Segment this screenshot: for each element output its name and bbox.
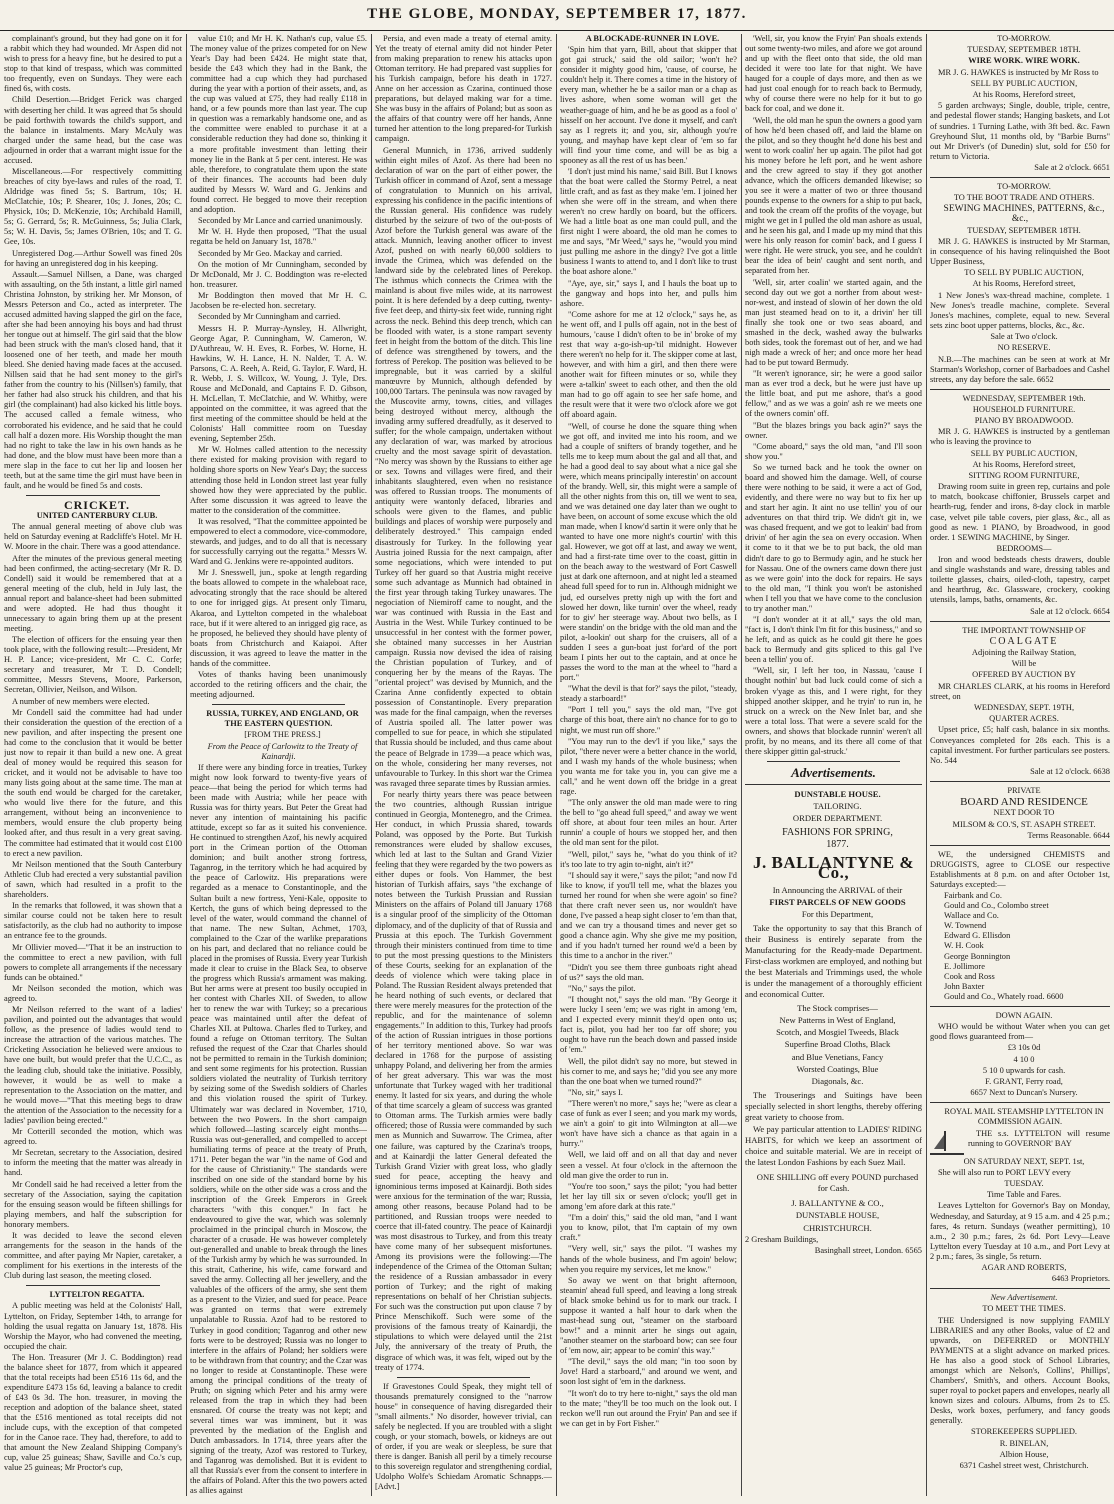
paragraph: "Well, of course he done the square thing when we got off, and invited me into his room, and we had a couple of snifters of brandy together, and he tells me to keep mum about the gal and all that, and he had a good deal to say about what a nice gal she were, which means principally interestin' on account of the brandy. Well, sir, this might were a sample of all the other nights from this on, till we went to sea, and we was detained one day later than we ought to have been, on account of some excuse which the old man made, when I know'd sartin it were only that he wanted to have one more night's courtin' with this gal. However, we got off at last, and away we went, and had a first-rate time over to the coast, gittin in on the beach away to the westward of Fort Caswell just at dark one afternoon, and at night led a steamed ahead full speed for to run in. Although midnight we jud, ed ourselves pretty nigh up with the fort and slowed her down, like turnin' over the wheel, ready for to giv' her steerage way. About two bells, as I were standin' on the bridge with the old man and the pilot, a-lookin' out sharp for the cruisers, all of a sudden I sees a gun-boat just for'ard of the port beam I pints her out to the captain, and at once he passes the word to the man at the wheel to "hard a port.": [560, 421, 737, 682]
ad-line: At his Rooms, Hereford street,: [972, 90, 1076, 100]
ad-line: TO-MORROW.: [997, 34, 1051, 43]
paragraph: 1 New Jones's wax-thread machine, complete. 1 New Jones's treadle machine, complete. Several Jones's machines, complete, equal to new. Several sets zinc boot upper patterns, blocks, &c., &c.: [930, 290, 1110, 330]
chemist-name: George Bonnington: [944, 951, 1011, 961]
paragraph: "You're too soon," says the pilot; "you had better let her lay till six or seven o'clock; you'll get in among 'em afore dark at this rate.": [560, 1181, 737, 1211]
divider: [26, 495, 160, 496]
ad-line: TUESDAY.: [1004, 1179, 1044, 1189]
ad-line: Albion House,: [999, 1449, 1049, 1459]
company-name: J. BALLANTYNE & Co.,: [753, 853, 914, 883]
paragraph: "It won't do to try here to-night," says the old man to the mate; "they'll be too much on the look out. I reckon we'll run out around the Fryin' Pan and see if we can get in by Fort Fisher.": [560, 1388, 737, 1428]
paragraph: "Aye, aye, sir," says I, and I hauls the boat up to the gangway and hops into her, and pulls him ashore.: [560, 278, 737, 308]
paragraph: "No," says the pilot.: [568, 983, 636, 993]
ad-line: Superfine Broad Cloths, Black: [784, 1039, 891, 1050]
ad-line: Sale at 2 o'clock. 6651: [1034, 162, 1110, 172]
paragraph: Mr Boddington then moved that Mr H. C. Jacobsen be re-elected hon. secretary.: [190, 291, 367, 311]
paragraph: A public meeting was held at the Colonists' Hall, Lyttelton, on Friday, September 14th, to arrange for holding the usual regatta on January 1st, 1878. His Worship the Mayor, who had convened the meeting, occupied the chair.: [4, 1301, 182, 1351]
paragraph: MR J. G. HAWKES is instructed by Mr Starman, in consequence of his having relinquished the Boot Upper Business,: [930, 236, 1110, 266]
section-heading: CRICKET.: [63, 497, 131, 512]
section-heading: LYTTELTON REGATTA.: [49, 1290, 145, 1300]
paragraph: Mr Neilson mentioned that the South Canterbury Athletic Club had erected a very substantial pavilion of sawn, which had resulted in a profit to the shareholders.: [4, 859, 182, 899]
ad-line: WIRE WORK. WIRE WORK.: [968, 56, 1080, 66]
chemist-name: John Baxter: [944, 981, 985, 991]
paragraph: MR J. G. HAWKES is instructed by a gentleman who is leaving the province to: [930, 427, 1110, 447]
column-3: [375, 34, 552, 1496]
ad-line: TO THE BOOT TRADE AND OTHERS.: [953, 193, 1095, 203]
paragraph: Well, the pilot didn't say no more, but stewed in his corner to me, and says he; "did you see any more than the one boat when we turned round?": [560, 1056, 737, 1086]
ad-line: Adjoining the Railway Station,: [971, 648, 1077, 658]
paragraph: On the motion of Mr Cunningham, seconded by Dr McDonald, Mr J. C. Boddington was re-elected hon. treasurer.: [190, 259, 367, 289]
ad-line: Diagonals, &c.: [811, 1076, 864, 1087]
ad-line: TUESDAY, SEPTEMBER 18TH.: [967, 45, 1081, 55]
ad-line: New Advertisement.: [990, 1293, 1058, 1303]
paragraph: The Hon. Treasurer (Mr J. C. Boddington) read the balance sheet for 1877, from which it appeared that the total receipts had been £516 11s 6d, and the expenditure £473 15s 6d, leaving a balance to credit of £43 0s 3d. The hon. treasurer, in moving the reception and adoption of the balance sheet, stated that the £516 mentioned as total receipts did not include cups, with the exception of that competed for in the Canoe race. They had, therefore, to add to that amount the New Zealand Shipping Company's cup, value 25 guineas; Shaw, Saville and Co.'s cup, value 25 guineas; Mr Proctor's cup,: [4, 1352, 182, 1473]
column-rule: [186, 34, 187, 1496]
paragraph: "It weren't ignorance, sir; he were a good sailor man as ever trod a deck, but he were just have up the little boat, and put me ashore, that's a good fellow," and as we was a goin' ash re we meets one of the owners comin' off.: [745, 369, 922, 419]
paragraph: Seconded by Mr Lance and carried unanimously.: [198, 216, 363, 226]
chemist-name: E. Jollimore: [944, 961, 985, 971]
paragraph: It was resolved, "That the committee appointed be empowered to elect a commodore, vice-commodore, stewards, and judges, and to do all that is necessary for successfully carrying out the regatta." Messrs W. Ward and G. Jenkins were re-appointed auditors.: [190, 516, 367, 567]
chemist-name: Fairbank and Co.: [944, 891, 1002, 901]
ad-line: £3 10s 0d: [1007, 1043, 1041, 1053]
chemist-name: Gould and Co., Whately road. 6600: [944, 991, 1064, 1001]
paragraph: After the minutes of the previous general meeting had been confirmed, the acting-secretary (Mr R. D. Condell) said it would be remembered that at a general meeting of the club, held in July last, the annual report and balance-sheet had been submitted and were adopted. He had thus thought it unnecessary to again bring them up at the present meeting.: [4, 553, 182, 633]
divider: [767, 761, 900, 762]
paragraph: WHO would be without Water when you can get good flows guaranteed from—: [930, 1022, 1110, 1042]
column-5: [745, 34, 922, 1496]
column-2: [190, 34, 367, 1496]
paragraph: "Didn't you see them three gunboats right ahead of us?" says the old man.: [560, 962, 737, 982]
ad-line: BEDROOMS—: [996, 543, 1052, 553]
divider: [930, 1006, 1110, 1007]
ad-line: PIANO BY BROADWOOD.: [974, 416, 1074, 426]
ad-line: For this Department,: [801, 908, 874, 919]
paragraph: Unregistered Dog.—Arthur Sowell was fined 20s for having an unregistered dog in his keeping.: [4, 248, 182, 268]
paragraph: Mr Secretan, secretary to the Association, desired to inform the meeting that the matter was already in hand.: [4, 1148, 182, 1178]
divider: [930, 1102, 1110, 1103]
ad-line: Time Table and Fares.: [986, 1190, 1062, 1200]
paragraph: "I should say it were," says the pilot; "and now I'd like to know, if you'll tell me, what the blazes you turned her round for when she were agoin' so fine? that there craft never seen us, nor wouldn't have done, I've passed a heap sight closer to 'em than that, and we can try a thousand times and never get so good a chance agin. Why she give me my position, and if you hadn't turned her round we'd a been by this time to a anchor in the river.": [560, 870, 737, 961]
paragraph: Mr Cotterill seconded the motion, which was agreed to.: [4, 1126, 182, 1147]
ad-line: SELL BY PUBLIC AUCTION,: [970, 78, 1078, 88]
advertisements-heading: Advertisements.: [791, 764, 876, 780]
paragraph: Seconded by Mr Cunningham and carried.: [198, 312, 341, 322]
ad-line: TUESDAY, SEPTEMBER 18TH.: [967, 225, 1081, 235]
ad-line: FASHIONS FOR SPRING,: [782, 827, 893, 839]
divider: [930, 621, 1110, 622]
paragraph: THE s.s. LYTTELTON will resume running to GOVERNOR' BAY: [968, 1128, 1110, 1148]
paragraph: 'Well, the old man he spun the owners a good yarn of how he'd been chased off, and laid the blame on the pilot, and so they thought he'd done his best and went to work coalin' her up again. The pilot had got his money before he left port, and he went ashore and the crew agreed to stay if they got another advance, which the officers demanded likewise; so you see it were a matter of two or three thousand pounds expense to the owners for a ship to put back, and took the cream off the profits of the voyage, but might we get in I pulled the old man ashore as usual, and he seen his gal, and I made up my mind that this were his only reason for comin' back, and I guess I were right. He were struck, you see, and he couldn't bear the idea of bein' caught and sent north, and separated from her.: [745, 115, 922, 276]
paragraph: It was decided to leave the second eleven arrangements for the season in the hands of the committee, and after paying Mr Napier, caretaker, a compliment for his exertions in the interests of the Club during last season, the meeting closed.: [4, 1231, 182, 1281]
ad-line: BOARD AND RESIDENCE: [960, 796, 1088, 809]
column-rule: [741, 34, 742, 1496]
paragraph: Mr Condell said he had received a letter from the secretary of the Association, saying the capitation for the ensuing season would be fifteen shillings for playing members, and half the subscription for honorary members.: [4, 1179, 182, 1229]
paragraph: 'I don't just mind his name,' said Bill. But I knows that the boat were called the Stormy Petrel, a neat little craft, and as fast as they make 'em. I joined her when she were off in the stream, and when there weren't no crew hardly on board, but the officers. We had a little boat as one man could pull, and the first night I were aboard, the old man he comes to me and says, "Mr Weed," says he, "would you mind just pulling me ashore in the dingy? I've got a little business I wants to attend to, and I don't like to trust the boat ashore alone.": [560, 166, 737, 277]
ad-line: TAILORING.: [813, 801, 862, 812]
ad-line: 1877.: [826, 839, 849, 851]
ad-line: 6463 Proprietors.: [1051, 1274, 1110, 1284]
paragraph: "The only answer the old man made were to ring the bell to "go ahead full speed," and away we went off shore, at about four teen miles an hour. Arter runnin' a couple of hours we stopped her, and then the old man sent for the pilot.: [560, 798, 737, 848]
ad-line: TO-MORROW.: [997, 181, 1051, 191]
paragraph: Messrs H. P. Murray-Aynsley, H. Allwright, George Agar, P. Cunningham, W. Cameron, W. D'Authreau, W. H. Eves, R. Forbes, W. Horne, H. Hawkins, W. H. Lance, H. N. Nalder, T. A. W. Parsons, C. A. Reeh, A. Reid, G. Taylor, F. Ward, H. R. Webb, J. S. Willcox, W. Young, J. Tyle, Drs. Rouse and McDonald, and Captains F. D. Gibson, H. McLellan, T. McClatchie, and W. Whitby, were appointed on the committee, it was agreed that the first meeting of the committee should be held at the Colonists' Hall committee room on Tuesday evening, September 25th.: [190, 323, 367, 444]
ad-line: COALGATE: [989, 635, 1059, 647]
chemist-name: Cook and Ross: [944, 971, 995, 981]
paragraph: Leaves Lyttelton for Governor's Bay on Monday, Wednesday, and Saturday, at 9 15 a.m. and 4 25 p.m.; fares, 4s return. Sundays (weather permitting), 10 a.m., 2 30 p.m.; fares, 2s 6d. Port Levy—Leave Lyttelton every Tuesday at 10 a.m., and Port Levy at 2 p.m.; fares, 3s single, 5s return.: [930, 1201, 1110, 1261]
paragraph: For nearly thirty years there was peace between the two countries, although Russian intrigue continued in Georgia, Montenegro, and the Crimea. Her conduct, in which Prussia shared, towards Poland, was opposed by the Porte. But Turkish remonstrances were eluded by shallow excuses, which led at last to the Sultan and Grand Vizier feeling that they were regarded by the two powers as either dupes or fools. Von Hammer, the best historian of Turkish affairs, says "the exchange of notes between the Turkish Prussian and Russian Ministers on the affairs of Poland till January 1768 is a singular proof of the simplicity of the Ottoman diplomacy, and of the duplicity of that of Russia and Prussia at this epoch. The Turkish Government through their ministers continued from time to time to put the most pressing questions to the Ministers of these Courts, seeking for an explanation of the deeds of violence which were taking place in Poland. The Russian Resident always pretended that he heard nothing of such events, or declared that there were merely measures for the protection of the republic, and for the maintenance of solemn engagements." In addition to this, Turkey had proofs of the action of Russian intrigues in those portions of her territory mentioned above. So war was declared in 1768 for the purpose of assisting unhappy Poland, and delivering her from the armies of her great adversary. This war was the most unfortunate that Turkey waged with her traditional enemy. It lasted for six years, and during the whole of that time scarcely a gleam of success was granted to Ottoman arms. The Turkish armies were badly officered; those of Russia were commanded by such men as Munnich and Suwarrow. The Crimea, after one failure, was captured by the Czarina's troops, and at Kainardji the latter General defeated the Turkish Grand Vizier with great loss, who gladly sued for peace, accepting the heavy and ignominious terms imposed at Kainardji. Both sides were anxious for the termination of the war; Russia, among other reasons, because Poland had to be partitioned, and Russian troops were needed to coerce that ill-fated country. The peace of Kainardji was most disastrous to Turkey, and from this treaty have come many of her subsequent misfortunes. Among its provisions were the following:—The independence of the Crimea of the Ottoman Sultan; the residence of a Russian ambassador in every portion of Turkey; and the right of making representations on behalf of her Christian subjects. For such was the construction put upon clause 7 by Prince Menschikoff. Such were some of the provisions of the famous treaty of Kainardji, the stipulations to which were delayed until the 21st July, the anniversary of the treaty of Pruth, the disgrace of which was, it was felt, wiped out by the treaty of 1774.: [375, 789, 552, 1372]
paragraph: Mr Condell said the committee had had under their consideration the question of the erection of a new pavilion, and after inspecting the present one had come to the conclusion that it would be better just now to repair it than build a new one. A great deal of money would be required this season for cricket, and it would not be advisable to have too many lists going about at the same time. The man at the south end would be charged for the caretaker, who would live there for the future, and this arrangement, without being an inconvenience to members, would ensure the club property being looked after, and thus result in a very great saving. The committee had estimated that it would cost £100 to erect a new pavilion.: [4, 707, 182, 858]
paragraph: Upset price, £5; half cash, balance in six months. Conveyances completed for 28s each. This is a capital investment. For further particulars see posters. No. 544: [930, 725, 1110, 765]
ad-line: NEXT DOOR TO: [993, 808, 1055, 818]
column-rule: [556, 34, 557, 1496]
ad-line: HOUSEHOLD FURNITURE.: [972, 404, 1076, 414]
chemist-name: W. Townend: [944, 921, 987, 931]
ad-line: Sale at 12 o'clock. 6654: [1030, 606, 1110, 616]
ad-line: ORDER DEPARTMENT.: [792, 813, 883, 824]
paragraph: 'Well, sir, you know the Fryin' Pan shoals extends out some twenty-two miles, and afore we got around and up with the fleet onto that side, the old man decided it were too late for that night. We have hauged for a couple of days more, and then as we had just coal enough for to reach back to Bermudy, why of course there were no help for it but to go back for coal, and we done it.: [745, 34, 922, 114]
paragraph: WE, the undersigned CHEMISTS and DRUGGISTS, agree to CLOSE our respective Establishments at 8 p.m. on and after October 1st, Saturdays excepted:—: [930, 849, 1110, 890]
ad-line: Sale at Two o'clock.: [990, 332, 1058, 342]
paragraph: The election of officers for the ensuing year then took place, with the following result:—President, Mr H. P. Lance; vice-president, Mr C. C. Corfe; secretary and treasurer, Mr T. D. Condell; committee, Messrs Stevens, Moore, Parkerson, Secretan, Ollivier, Neilson, and Wilson.: [4, 635, 182, 695]
column-rule: [926, 34, 927, 1496]
paragraph: Mr W. H. Hyde then proposed, "That the usual regatta be held on January 1st, 1878.": [190, 227, 367, 247]
paragraph: MR J. G. HAWKES is instructed by Mr Ross to: [938, 67, 1099, 77]
ad-line: TO MEET THE TIMES.: [982, 1304, 1066, 1314]
chemist-name: Wallace and Co.: [944, 911, 999, 921]
paragraph: If Gravestones Could Speak, they might tell of thousands prematurely consigned to the "narrow house" in consequence of having disregarded their "small ailments." No disorder, however trivial, can safely be neglected. If you are troubled with a slight cough, or your stomach, bowels, or kidneys are out of order, if you are weak or sleepless, be sure that there is danger. Banish all peril by a timely recourse to this sovereign regulator and strengthening cordial, Udolpho Wolfe's Schiedam Aromatic Schnapps.—[Advt.]: [375, 1381, 552, 1492]
paragraph: General Munnich, in 1736, arrived suddenly within eight miles of Azof. As there had been no declaration of war on the part of either power, the Turkish officer in command of Azof, sent a message of congratulation to Munnich on his arrival, expressing his confidence in the pacific intentions of the Russian general. His confidence was rudely disturbed by the seizure of two of the out-posts of Azof before the Turkish general was aware of the attack. Munnich, leaving another officer to invest Azof, pushed on with nearly 60,000 soldiers to invade the Crimea, which was defended on the landward side by the celebrated lines of Perekop. The isthmus which connects the Crimea with the mainland is about five miles wide, at its narrowest point. It is here defended by a deep cutting, twenty-five feet deep, and thirty-six feet wide, running right across the neck. Behind this deep trench, which can be flooded with water, is a stone rampart seventy feet in height from the bottom of the ditch. This line of defence was strengthened by towers, and the fortress of Perekop. The position was believed to be impregnable, but it was carried by a skilful manœuvre by Munnich, although defended by 100,000 Tartars. The peninsula was now ravaged by the Muscovite army, towns, cities, and villages being destroyed without mercy, although the invading army suffered dreadfully, as it deserved to suffer; for the whole campaign, undertaken without any declaration of war, was marked by atrocious cruelty and the most savage spirit of devastation. "No mercy was shown by the Russians to either age or sex. Towns and villages were fired, and their inhabitants slaughtered, even when no resistance was offered to Russian troops. The monuments of antiquity were wantonly defaced, libraries and schools were given to the flames, and public buildings and places of worship were purposely and deliberately destroyed." This campaign ended disastrously for Turkey. In the following year Austria joined Russia for the next campaign, after some negociations, which were intended to put Turkey off her guard so that Austria might receive some such advantage as Munnich had obtained in the first year through taking Turkey unawares. The negociation of Niemiroff came to nought, and the war was continued with Russia in the East and Austria in the West. While Turkey continued to be unsuccessful in her contest with the former power, she obtained many successes in her Austrian campaign. Russia now devised the idea of raising the Christian population of Turkey, and of conquering her by the means of the Rayas. The "oriental project" was devised by Munnich, and the Czarina Anne confidently expected to obtain possession of Constantinople. Every preparation was made for the final campaign, when the reverses of Austria spoiled all. The latter power was compelled to sue for peace, in which she stipulated that Russia should be included, and thus came about the peace of Belgrade in 1739—a peace which was, on the whole, considering her many reverses, not unfavourable to Turkey. In this short war the Crimea was ravaged three separate times by Russian armies.: [375, 145, 552, 788]
chemist-list: [930, 891, 1110, 1002]
section-heading: RUSSIA, TURKEY, AND ENGLAND, OR THE EASTERN QUESTION.: [206, 709, 359, 729]
paragraph: "Come aboard," says the old man, "and I'll soon show you.": [745, 441, 922, 461]
ad-line: In Announcing the ARRIVAL of their: [772, 884, 903, 895]
ad-line: Basinghall street, London. 6565: [814, 1246, 922, 1256]
paragraph: "Come ashore for me at 12 o'clock," says he, as he went off, and I pulls off again, not in the best of humours, 'cause I didn't often to be in' broke of my rest that way a-go-ish-up-'til midnight. However there weren't no help for it. The skipper come at last, however, and with him a girl, and then there were another wait for fifteen minutes or so, while they were a-talkin' sweet to each other, and then the old man had to go off again to see her safe home, and the result were that it were two o'clock afore we got off aboard again.: [560, 310, 737, 420]
paragraph: So away we went on that bright afternoon, steamin' ahead full speed, and leaving a long streak of black smoke behind us for to mark our track. I suppose it wanted a half hour to dark when the mast-head sung out, "steamer on the starboard bow!" and a minnit arter he sings out again, "another steamer on the starboard bow; can see four of 'em now, air; appear to be comin' this way.": [560, 1275, 737, 1356]
steamship-icon: [930, 1131, 964, 1155]
paragraph: Well, we laid off and on all that day and never seen a vessel. At four o'clock in the afternoon the old man give the order to run in.: [560, 1150, 737, 1180]
section-subheading: UNITED CANTERBURY CLUB.: [36, 511, 158, 521]
column-4: [560, 34, 737, 1496]
ad-line: PRIVATE: [1007, 785, 1041, 795]
paragraph: In the remarks that followed, it was shown that a similar course could not be taken here to result satisfactorily, as the club had no authority to impose an entrance fee to the grounds.: [4, 901, 182, 941]
ad-line: J. BALLANTYNE & CO.,: [791, 1198, 884, 1209]
paragraph: "Well, pilot," says he, "what do you think of it? it's too late to try agin to-night, ain't it?": [560, 849, 737, 869]
ad-title: DUNSTABLE HOUSE.: [794, 788, 881, 799]
paragraph: "I'm a doin' this," said the old man, "and I want you to know, pilot, that I'm captain of my own craft.": [560, 1213, 737, 1243]
paragraph: Mr Ollivier moved—"That it be an instruction to the committee to erect a new pavilion, with full powers to complete all arrangements if the necessary funds can be obtained.": [4, 942, 182, 982]
divider: [397, 1377, 530, 1378]
paragraph: If there were any binding force in treaties, Turkey might now look forward to twenty-five years of peace—that being the period for which terms had been made with Austria; while her peace with Russia was for thirty years. But Peter the Great had never any intention of maintaining his pacific attitude, except so far as it suited his convenience. He continued to strengthen Azof, his newly acquired port in the Crimean portion of the Ottoman dominion; and built another strong fortress, Taganrog, in the territory which he had acquired by the peace of Carlowitz. His preparations were regarded as a menace to Constantinople, and the Sultan built a new fortress, Yeni-Kale, opposite to Kertch, the guns of which being depressed to the level of the water, would command the channel of that name. The new Sultan, Achmet, 1703, complained to the Czar of the warlike preparations on his part, and declared that no reliance could be placed in the promises of Russia. Every year Turkish made it clear to cruise in the Black Sea, to observe the progress which Russia's armament was making. But her arms were at present too busily occupied in her contest with Charles XII. of Sweden, to allow her to renew the war with Turkey; so a precarious peace was maintained until after the defeat of Charles XII. at Pultowa. Charles fled to Turkey, and found a refuge on Ottoman territory. The Sultan refused the request of the Czar that Charles should not be permitted to remain in the Turkish dominion; and sent some regiments for his protection. Russian soldiers violated the neutrality of Turkish territory by seizing some of the Swedish soldiers of Charles and this violation roused the spirit of Turkey. Ultimately war was declared in November, 1710, between the two Powers. In the short campaign which followed—lasting scarcely eight months—Russia was out-generalled, and compelled to accept humiliating terms of peace at the treaty of Pruth, 1711. Peter began the war "in the name of God and for the cause of Christianity." The standards were inscribed on one side of the standard borne by his soldiers, while on the other side was a cross and the inscription of the Greek Emperors in Greek characters "with this conquer." In fact he endeavoured to give the war, which was solemnly proclaimed in the principal church in Moscow, the character of a crusade. He was however completely out-generalled and unable to break through the lines of the Turkish army by which he was surrounded. In this strait, Catherine, his wife, came forward and saved the army. Collecting all her jewellery, and the valuables of the officers of the army, she sent them as a present to the Vizier, and sued for peace. Peace was granted on terms that were extremely unpalatable to Russia. Azof had to be restored to Turkey in good condition; Taganrog and other new forts were to be destroyed; Russia was no longer to interfere in the affairs of Poland; her soldiers were to be withdrawn from that country; and the Czar was no longer to reside at Constantinople. These were among the principal conditions of the treaty of Pruth; on signing which Peter and his army were released from the trap in which they had been ensnared. Of course the treaty was not kept; and several times war was imminent, but it was prevented by the mediation of the English and Dutch ambassadors. In 1714, three years after the signing of the treaty, Azof was restored to Turkey, and Taganrog was demolished. But it is evident to all that Russia's ever from the consent to interfere in the affairs of Poland. After this the two powers acted as allies against: [190, 762, 367, 1496]
paragraph: Persia, and even made a treaty of eternal amity. Yet the treaty of eternal amity did not hinder Peter from making preparation to renew his attacks upon Ottoman territory. He had prepared vast supplies for his Turkish campaign, before his death in 1727. Anne on her accession as Czarina, continued those preparations, but delayed making war for a time. She was busy in the affairs of Poland; but as soon as the affairs of that country were off her hands, Anne turned her attention to the long prepared-for Turkish campaign.: [375, 34, 552, 144]
paragraph: Miscellaneous.—For respectively committing breaches of city bye-laws and rules of the road, T. Aldridge was fined 5s; S. Bartrum, 10s; H. McClatchie, 10s; P. Shearer, 10s; J. Jones, 20s; C. Physick, 10s; D. McKenzie, 10s; Archibald Hamill, 5s; G. Gerrard, 5s; R. McGuinness, 5s; Julia Clark, 5s; W. H. Davis, 5s; James O'Brien, 10s; and T. G. Gee, 10s.: [4, 166, 182, 247]
ad-line: 4 10 0: [1013, 1054, 1035, 1064]
paragraph: Mr Neilson seconded the motion, which was agreed to.: [4, 983, 182, 1003]
paragraph: THE Undersigned is now supplying FAMILY LIBRARIES and any other Books, value of £2 and upwards, on DEFERRED or MONTHLY PAYMENTS at a slight advance on marked prices. He has also a good stock of School Libraries, amongst which are Nelson's, Collins', Phillips', Chambers', Smith's, and others. Account Books, super royal to pocket papers and envelopes, nearly all known sizes and colours. Albums, from 2s to £5. Desks, work boxes, perfumery, and fancy goods generally.: [930, 1315, 1110, 1426]
paragraph: 'Well, sir, arter coalin' we started again, and the second day out we got a norther from about west-nor-west, and instead of slowin of her down the old man just steamed head on to it, a drivin' her till finally she took one or two seas aboard, and smashed in the deck, washed away the bulwarks both sides, took the foremast out of her, and we had nigh made a wreck of her; and once more her head had to be put toward Bermudy.: [745, 277, 922, 367]
ad-line: WEDNESDAY, SEPT. 19TH,: [973, 703, 1075, 712]
ad-line: NO RESERVE.: [997, 343, 1051, 353]
paragraph: "No, sir," says I.: [568, 1087, 623, 1097]
ad-line: The Stock comprises—: [797, 1002, 878, 1013]
divider: [26, 1285, 160, 1286]
paragraph: "I thought not," says the old man. "By George it were lucky I seen 'em; we was right in among 'em, and I expected every minnit they'd open onto us; fact is, pilot, you had her too far off shore; you ought to have run the beach down and passed inside of 'em.": [560, 995, 737, 1055]
paragraph: Mr Neilson referred to the want of a ladies' pavilion, and pointed out the advantages that would follow, as the presence of ladies would tend to increase the attraction of the various matches. The Cricketing Association he believed were anxious to have one built, but would prefer that the U.C.C., as the leading club, should take the initiative. Possibly, however, it would be as well to make a representation to the Association on the matter, and he would move—"That this meeting begs to draw the attention of the Association to the necessity for a ladies' pavilion being erected.": [4, 1005, 182, 1125]
divider: [212, 704, 345, 705]
paragraph: Votes of thanks having been unanimously accorded to the retiring officers and the chair, the meeting adjourned.: [190, 669, 367, 700]
ad-line: THE IMPORTANT TOWNSHIP OF: [962, 625, 1086, 635]
ad-line: Worsted Coatings, Blue: [796, 1063, 879, 1074]
ad-line: FIRST PARCELS OF NEW GOODS: [769, 896, 906, 907]
paragraph: So we turned back and he took the owner on board and showed him the damage. Well, of course there were nothing to be said, it were a act of God, evidently, and there were no way but to fix her up and start her agin. It aint no use tellin' you of our adventures on that third trip. We didn't git in, we was chased frequent, and we got to leakin' bad from drivin' of her agin the sea on every occasion. When it come to it that we be to put back, the old man didn't dare to go to Bermudy agin, and he stuck her for Nassau. One of the owners came down there just as we were goin' into the dock for repairs. He says to the old man, "I think you won't be astonished when I tell you that we have come to the conclusion to try another man.": [745, 463, 922, 613]
ad-line: QUARTER ACRES.: [989, 714, 1059, 724]
paragraph: value £10; and Mr H. K. Nathan's cup, value £5. The money value of the prizes competed for on New Year's Day had been £424. He might state that, beside the £43 which they had in the Bank, the committee had a cup which they had purchased during the year with a portion of their assets, and, as the cup was valued at £75, they had really £118 in hand, or a few pounds more than last year. The cup in question was a remarkably handsome one, and as the committee were enabled to purchase it at a considerable reduction they had done so, thinking it a more profitable investment than letting their money lie in the Bank at 5 per cent. interest. He was able, therefore, to congratulate them upon the state of their finances. The accounts had been duly audited by Messrs W. Ward and G. Jenkins and found correct. He begged to move their reception and adoption.: [190, 34, 367, 214]
ad-line: R. BINELAN,: [999, 1438, 1049, 1448]
ad-line: 6371 Cashel street west, Christchurch.: [959, 1461, 1089, 1471]
story-heading: A BLOCKADE-RUNNER IN LOVE.: [585, 34, 720, 43]
ad-line: TO SELL BY PUBLIC AUCTION,: [964, 268, 1084, 278]
chemist-name: W. H. Cook: [944, 941, 984, 951]
paragraph: Child Desertion.—Bridget Ferick was charged with deserting her child. It was agreed that 5s should be paid forthwith towards the child's support, and the balance in instalments. Mary McAuly was charged under the same head, but the case was adjourned in order that a warrant might issue for the accused.: [4, 95, 182, 165]
ad-line: New Patterns in West of England,: [779, 1015, 896, 1026]
chemist-name: Gould and Co., Colombo street: [944, 901, 1049, 911]
ad-line: Terms Reasonable. 6644: [1027, 830, 1110, 840]
paragraph: Iron and wood bedsteads chests drawers, double and single washstands and ware, dressing tables and toilette glasses, chairs, oiled-cloth, tapestry, carpet and hearthrug, &c. Glassware, crockery, cooking utensils, lamps, baths, ornaments, &c.: [930, 555, 1110, 605]
ad-line: CHRISTCHURCH.: [803, 1222, 872, 1233]
paragraph: "Well, sir, I left her too, in Nassau, 'cause I thought nothin' but bad luck could come of sich a broken v'yage as this, and I were right, for they shipped another skipper, and he tryin' to run in, he struck on a wreck on the New Inlet bar, and she were a total loss. That were a severe scald for the owners, and shows that blockade runnin' weren't all profit, by no means, and its there all come of that there skipper gittin gal-struck.': [745, 666, 922, 756]
paragraph: "What the devil is that for?' says the pilot, "steady, steady a starboard!": [560, 684, 737, 704]
paragraph: "You may run to the dev'l if you like," says the pilot, "there never were a better chance in the world, and I wash my hands of the whole business; when you wanta me for take you in, you can give me a call," and he went down off the bridge in a great rage.: [560, 736, 737, 796]
divider: [930, 781, 1110, 782]
ad-line: AGAR AND ROBERTS,: [981, 1262, 1067, 1272]
paragraph: The Trouserings and Suitings have been specially selected in short lengths, thereby offering great variety to choose from.: [745, 1090, 922, 1123]
paragraph: Mr J. Snesswell, jun., spoke at length regarding the boats allowed to compete in the whaleboat race, advocating strongly that the race should be altered to one for inrigged gigs. At present only Timaru, Akaroa, and Lyttelton competed in the whaleboat race, but if it were altered to an inrigged gig race, as he proposed, he believed they should have plenty of boats from Christchurch and Kaiapoi. After discussion, it was agreed to leave the matter in the hands of the committee.: [190, 568, 367, 668]
ad-line: F. GRANT, Ferry road,: [985, 1076, 1063, 1086]
ad-line: SELL BY PUBLIC AUCTION,: [970, 448, 1078, 458]
paragraph: A number of new members were elected.: [12, 696, 150, 706]
divider: [930, 1288, 1110, 1289]
ad-line: DUNSTABLE HOUSE,: [795, 1210, 880, 1221]
column-rule: [371, 34, 372, 1496]
ad-line: Scotch, and Mosgiel Tweeds, Black: [776, 1027, 899, 1038]
divider: [745, 784, 922, 785]
ad-line: Sale at 12 o'clock. 6638: [1030, 766, 1110, 776]
paragraph: "I don't wonder at it at all," says the old man, "fact is, I don't think I'm fit for this business," and so he left, and as quick as he could git there he goes back to Bermudy and gits spliced to this gal I've been a tellin' you of.: [745, 614, 922, 665]
paragraph: Drawing room suite in green rep, curtains and pole to match, bookcase chiffonier, Brussels carpet and hearth-rug, fender and irons, 8-day clock in marble case, velvet pile table covers, pier glass, &c., all as good as new. 1 PIANO, by Broadwood, in good order. 1 SEWING MACHINE, by Singer.: [930, 482, 1110, 542]
column-1: [4, 34, 182, 1496]
paragraph: "The devil," says the old man; "in too soon by Jove! Hard a starboard," and around we went, and soon lost sight of 'em in the darkness.: [560, 1357, 737, 1387]
ad-line: OFFERED BY AUCTION BY: [972, 670, 1076, 680]
paragraph: 5 garden archways; Single, double, triple, centre, and pedestal flower stands; Hanging baskets, and Lot of sundries. 1 Turning Lathe, with 3ft bed. &c. Fawn Greyhound Slut, 11 months old, by "Barbie Burns" out Mr Driver's (of Dunedin) slut, sold for £50 for return to Victoria.: [930, 101, 1110, 161]
divider: [930, 845, 1110, 846]
paragraph: "But the blazes brings you back agin?" says the owner.: [745, 420, 922, 440]
divider: [930, 389, 1110, 390]
newspaper-title: THE GLOBE, MONDAY, SEPTEMBER 17, 1877.: [367, 6, 747, 22]
paragraph: The annual general meeting of above club was held on Saturday evening at Radcliffe's Hotel. Mr H. W. Moore in the chair. There was a good attendance.: [4, 522, 182, 552]
ad-line: MILSOM & CO.'S, ST. ASAPH STREET.: [952, 819, 1096, 829]
ad-line: 2 Gresham Buildings,: [745, 1234, 819, 1244]
ad-line: SITTING ROOM FURNITURE,: [968, 471, 1080, 481]
column-6: [930, 34, 1110, 1496]
paragraph: MR CHARLES CLARK, at his rooms in Hereford street, on: [930, 681, 1110, 701]
ad-line: ROYAL MAIL STEAMSHIP LYTTELTON IN COMMISSION AGAIN.: [944, 1107, 1104, 1127]
ad-line: DOWN AGAIN.: [995, 1010, 1053, 1020]
ad-line: STOREKEEPERS SUPPLIED.: [971, 1427, 1077, 1437]
paragraph: Take the opportunity to say that this Branch of their Business is entirely separate from the Manufacturing for the Ready-made Department. First-class workmen are employed, and nothing but the best Materials and Trimmings used, the whole is under the management of a thoroughly efficient and economical Cutter.: [745, 922, 922, 999]
paragraph: N.B.—The machines can be seen at work at Mr Starman's Workshop, corner of Barbadoes and Cashel streets, any day before the sale. 6652: [930, 354, 1110, 384]
paragraph: Seconded by Mr Geo. Mackay and carried.: [198, 248, 343, 258]
paragraph: She will also run to PORT LEVY every: [938, 1167, 1071, 1177]
paragraph: "Very well, sir," says the pilot. "I washes my hands of the whole business, and I'm agoin' below; when you require my services, let me know.": [560, 1244, 737, 1274]
paragraph: complainant's ground, but they had gone on it for a rabbit which they had wounded. Mr Aspen did not wish to press for a heavy fine, but he desired to put a stop to that kind of trespass, which was committed too frequently, even on Sundays. They were each fined 6s, with costs.: [4, 34, 182, 94]
ad-line: At his Rooms, Hereford street,: [972, 279, 1076, 289]
paragraph: "There weren't no more," says he; "were as clear a case of funk as ever I seen; and you mark my words, we ain't a goin' to git into Wilmington at all—we won't have have sich a chance as that again in a hurry.": [560, 1099, 737, 1149]
paragraph: We pay particular attention to LADIES' RIDING HABITS, for which we keep an assortment of choice and suitable material. We are in receipt of the latest London Fashions by each Suez Mail.: [745, 1124, 922, 1168]
subheading: From the Peace of Carlowitz to the Treaty of Kainardji.: [207, 741, 358, 761]
source-note: [FROM THE PRESS.]: [244, 730, 321, 740]
ad-line: ONE SHILLING off every POUND purchased for Cash.: [756, 1172, 919, 1194]
ad-line: At his Rooms, Hereford street,: [972, 459, 1076, 469]
ad-line: ON SATURDAY NEXT, SEPT. 1st,: [963, 1156, 1085, 1166]
ad-line: and Blue Venetians, Fancy: [791, 1051, 884, 1062]
paragraph: Mr W. Holmes called attention to the necessity there existed for making provision with regard to holding shore sports on New Year's Day; the success attending those held in London street last year fully showed how they were appreciated by the public. After some discussion it was agreed to leave the matter to the consideration of the committee.: [190, 445, 367, 515]
divider: [930, 177, 1110, 178]
ad-line: WEDNESDAY, SEPTEMBER 19th.: [962, 393, 1086, 403]
chemist-name: Edward G. Ellisdon: [944, 931, 1011, 941]
masthead: [0, 0, 1114, 31]
ad-line: 5 10 0 upwards for cash.: [982, 1065, 1066, 1075]
paragraph: 'Spin him that yarn, Bill, about that skipper that got gai struck,' said the old sailor; 'won't he? consider it mighty good him, 'cause, of course, he couldn't help it. There comes a time in the history of every man, whether he be a sailor man or a chap as lives ashore, when some woman will get the weather-guage of him, and he be as good as a fool o' hisself on her account. I've done it myself, and can't say as I regrets it; and you, sir, although you're young, and mayhap have kept clear of 'em so far will find your time come, and will be as big a spooney as all the rest of us has been.': [560, 45, 737, 165]
paragraph: Assault.—Samuel Nillsen, a Dane, was charged with assaulting, on the 5th instant, a little girl named Christina Johnston, by striking her. Mr Monson, of Messrs Peterson and Co., acted as interpreter. The accused admitted having slapped the girl on the face, after she had been annoying his boys and had thrust her tongue out at himself. The girl said that the blow had been struck with the man's closed hand, that it loosened one of her teeth, and made her mouth bleed. She denied having made faces at the accused. Nillsen said that he had sent money to the girl's father from the country to his (Nillsen's) family, that her father had also struck his children, and that his girl (the complainant) had also kicked his little boys. The accused called a female witness, who corroborated his evidence, and he said that he could call half a dozen more. His Worship thought the man had no right to take the law in his own hands as he had done, and the blow must have been more than a mere slap in the face to cut her lip and loosen her teeth, but at the same time the girl must have been in fault, and he would be fined 5s and costs.: [4, 269, 182, 490]
ad-line: 6657 Next to Duncan's Nursery.: [970, 1088, 1078, 1098]
ad-line: SEWING MACHINES, PATTERNS, &c., &c.,: [943, 204, 1105, 225]
paragraph: "Port I tell you," says the old man, "I've got charge of this boat, there ain't no chance for to go to night, we must run off shore.": [560, 705, 737, 735]
ad-line: Will be: [1011, 659, 1037, 669]
